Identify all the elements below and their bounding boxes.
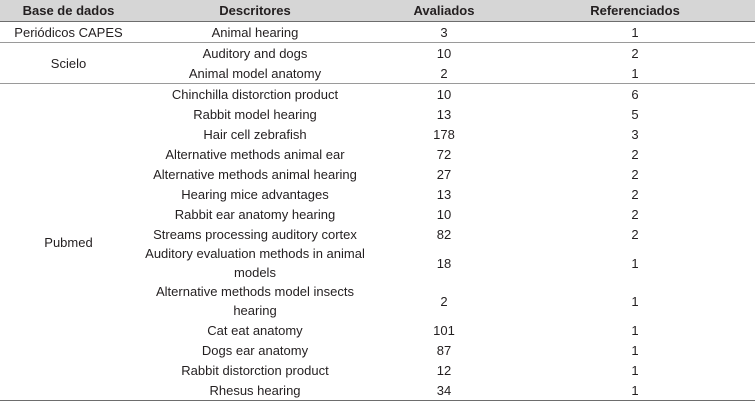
referenced-cell: 1 xyxy=(515,380,755,401)
evaluated-cell: 10 xyxy=(436,45,452,61)
referenced-cell: 2 xyxy=(631,166,639,182)
evaluated-cell: 27 xyxy=(436,166,452,182)
referenced-cell: 2 xyxy=(631,206,639,222)
descriptor-cell: Hearing mice advantages xyxy=(181,186,329,202)
referenced-cell: 1 xyxy=(631,293,639,309)
header-database: Base de dados xyxy=(0,0,137,22)
evaluated-cell: 10 xyxy=(436,206,452,222)
table-row xyxy=(0,22,755,43)
table-row xyxy=(0,84,755,105)
header-referenced: Referenciados xyxy=(515,0,755,22)
referenced-cell: 2 xyxy=(631,146,639,162)
evaluated-cell: 101 xyxy=(433,322,455,338)
referenced-cell: 3 xyxy=(631,126,639,142)
descriptor-cell: Chinchilla distorction product xyxy=(171,86,339,102)
referenced-cell: 1 xyxy=(515,22,755,43)
database-cell: Pubmed xyxy=(0,84,137,401)
database-cell: Periódicos CAPES xyxy=(0,22,137,43)
referenced-cell: 2 xyxy=(631,186,639,202)
header-evaluated: Avaliados xyxy=(373,0,515,22)
evaluated-cell: 13 xyxy=(436,186,452,202)
descriptor-cell: Hair cell zebrafish xyxy=(203,126,307,142)
descriptor-cell: Alternative methods animal ear xyxy=(165,146,345,162)
referenced-cell: 1 xyxy=(631,322,639,338)
descriptor-cell: Animal model anatomy xyxy=(137,63,373,84)
referenced-cell: 1 xyxy=(515,63,755,84)
referenced-cell: 1 xyxy=(631,362,639,378)
descriptor-cell: Rabbit distorction product xyxy=(181,362,329,378)
descriptor-cell: Alternative methods animal hearing xyxy=(153,166,357,182)
evaluated-cell: 10 xyxy=(436,86,452,102)
table-body xyxy=(0,22,755,401)
evaluated-cell: 82 xyxy=(436,226,452,242)
referenced-cell: 1 xyxy=(631,255,639,271)
evaluated-cell: 13 xyxy=(436,106,452,122)
evaluated-cell: 2 xyxy=(440,293,448,309)
evaluated-cell: 87 xyxy=(436,342,452,358)
table-row xyxy=(0,43,755,64)
evaluated-cell: 18 xyxy=(436,255,452,271)
table-header xyxy=(0,0,755,22)
header-descriptors: Descritores xyxy=(137,0,373,22)
evaluated-cell: 72 xyxy=(436,146,452,162)
descriptor-cell: Rhesus hearing xyxy=(137,380,373,401)
evaluated-cell: 178 xyxy=(433,126,455,142)
evaluated-cell: 34 xyxy=(373,380,515,401)
evaluated-cell: 12 xyxy=(436,362,452,378)
descriptor-cell: Streams processing auditory cortex xyxy=(153,226,357,242)
header-row xyxy=(0,0,755,22)
referenced-cell: 1 xyxy=(631,342,639,358)
descriptor-cell: Animal hearing xyxy=(137,22,373,43)
descriptor-cell: Rabbit ear anatomy hearing xyxy=(174,206,336,222)
database-cell: Scielo xyxy=(0,43,137,84)
referenced-cell: 5 xyxy=(631,106,639,122)
descriptor-cell: Alternative methods model insects hearing xyxy=(156,284,354,318)
descriptor-cell: Rabbit model hearing xyxy=(193,106,317,122)
referenced-cell: 2 xyxy=(631,45,639,61)
evaluated-cell: 2 xyxy=(373,63,515,84)
descriptor-cell: Auditory evaluation methods in animal models xyxy=(145,246,365,280)
descriptor-cell: Cat eat anatomy xyxy=(207,322,303,338)
referenced-cell: 6 xyxy=(631,86,639,102)
referenced-cell: 2 xyxy=(631,226,639,242)
descriptor-cell: Auditory and dogs xyxy=(202,45,308,61)
evaluated-cell: 3 xyxy=(373,22,515,43)
descriptor-cell: Dogs ear anatomy xyxy=(201,342,309,358)
